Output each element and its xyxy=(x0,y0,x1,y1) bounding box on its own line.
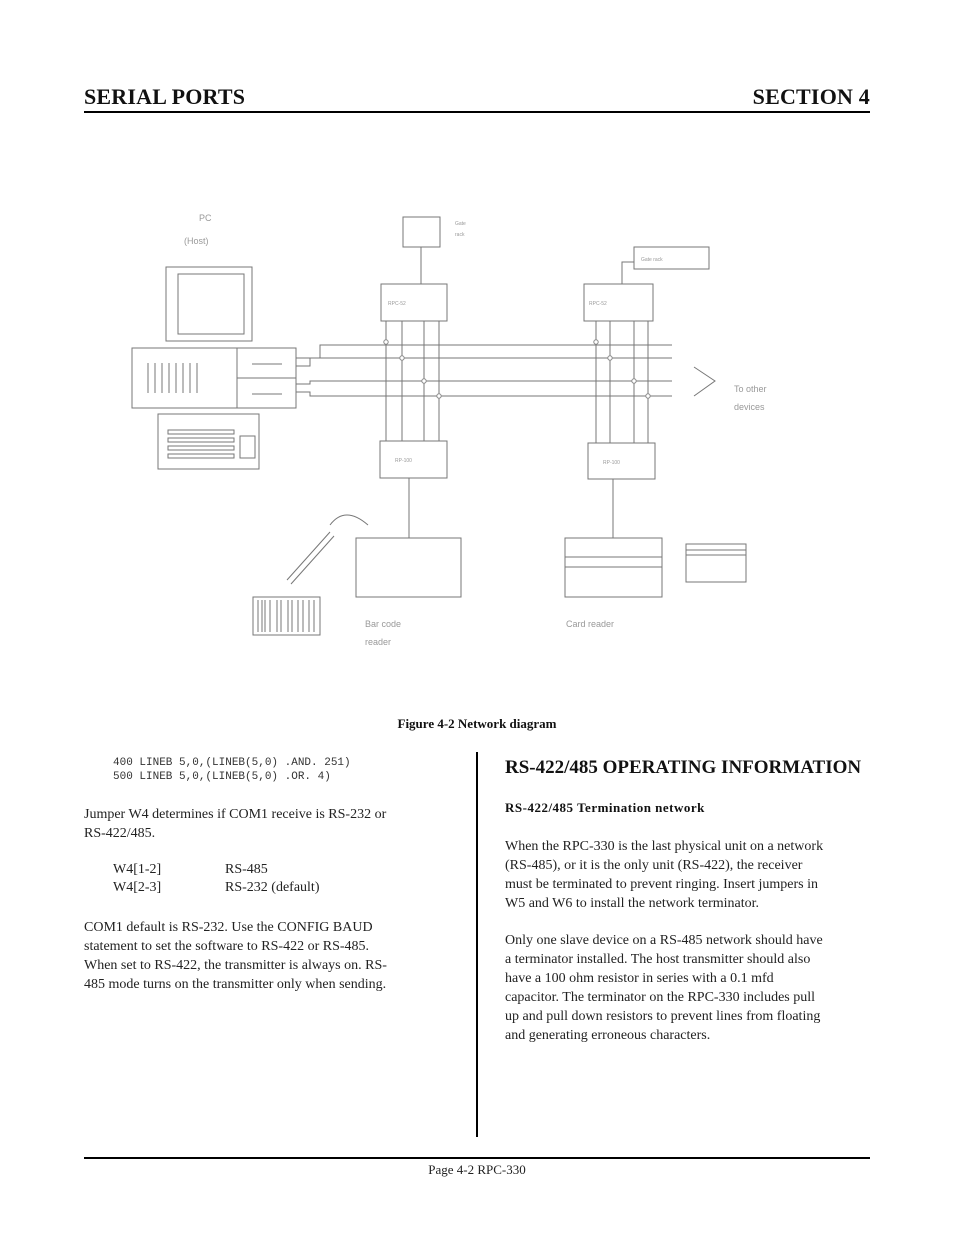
rp-left-label: RP-100 xyxy=(395,458,412,464)
bar-code-label-a: Bar code xyxy=(365,619,402,629)
jumper-paragraph-line-2: RS-422/485. xyxy=(84,826,156,841)
section-number: SECTION 4 xyxy=(752,84,870,109)
com1-paragraph-line: 485 mode turns on the transmitter only when sending. xyxy=(84,977,387,992)
rpc-right-label: RPC-52 xyxy=(589,301,607,307)
slave-paragraph-line: a terminator installed. The host transmitter should also xyxy=(505,952,811,967)
termination-paragraph-line: (RS-485), or it is the only unit (RS-422), the receiver xyxy=(505,858,803,873)
bar-code-reader-box xyxy=(356,538,461,597)
rp-right-label: RP-100 xyxy=(603,460,620,466)
operating-info-heading: RS-422/485 OPERATING INFORMATION xyxy=(505,757,862,778)
gate-rack-1-label-a: Gate xyxy=(455,221,466,227)
other-devices-label-a: To other xyxy=(734,384,767,394)
jumper-id: W4[2-3] xyxy=(113,880,162,895)
other-devices-label-b: devices xyxy=(734,402,765,412)
card-reader-label: Card reader xyxy=(566,619,615,629)
gate-rack-2-label: Gate rack xyxy=(641,257,663,263)
host-label: (Host) xyxy=(184,236,209,246)
column-divider xyxy=(476,752,478,1137)
barcode-label xyxy=(253,597,320,635)
network-diagram xyxy=(84,160,870,700)
gate-rack-1-label-b: rack xyxy=(455,232,465,238)
page-footer: Page 4-2 RPC-330 xyxy=(428,1162,526,1177)
footer-rule xyxy=(84,1157,870,1159)
pc-monitor xyxy=(166,267,252,341)
com1-paragraph-line: When set to RS-422, the transmitter is always on. RS- xyxy=(84,958,387,973)
rpc-left-label: RPC-52 xyxy=(388,301,406,307)
slave-paragraph-line: have a 100 ohm resistor in series with a 0.1 mfd xyxy=(505,971,774,986)
wand-cable xyxy=(330,515,368,525)
slave-paragraph-line: and generating erroneous characters. xyxy=(505,1028,711,1043)
header-rule xyxy=(84,111,870,113)
continuation-arrow xyxy=(694,367,715,396)
rp-100-left xyxy=(380,441,447,478)
jumper-id: W4[1-2] xyxy=(113,862,162,877)
pc-label: PC xyxy=(199,213,212,223)
jumper-mode: RS-485 xyxy=(225,862,268,877)
slave-paragraph-line: capacitor. The terminator on the RPC-330 includes pull xyxy=(505,990,816,1005)
section-title: SERIAL PORTS xyxy=(84,84,246,109)
slave-paragraph-line: Only one slave device on a RS-485 network should have xyxy=(505,933,823,948)
jumper-paragraph-line-1: Jumper W4 determines if COM1 receive is RS-232 or xyxy=(84,807,387,822)
figure-caption: Figure 4-2 Network diagram xyxy=(397,716,557,731)
termination-subheading: RS-422/485 Termination network xyxy=(505,800,705,815)
code-line-400: 400 LINEB 5,0,(LINEB(5,0) .AND. 251) xyxy=(113,757,351,769)
gate-rack-1 xyxy=(403,217,440,247)
termination-paragraph-line: must be terminated to prevent ringing. Insert jumpers in xyxy=(505,877,818,892)
jumper-mode: RS-232 (default) xyxy=(225,880,320,895)
slave-paragraph-line: up and pull down resistors to prevent lines from floating xyxy=(505,1009,821,1024)
termination-paragraph-line: W5 and W6 to install the network terminator. xyxy=(505,896,760,911)
bar-code-label-b: reader xyxy=(365,637,392,647)
com1-paragraph-line: COM1 default is RS-232. Use the CONFIG BAUD xyxy=(84,920,373,935)
code-line-500: 500 LINEB 5,0,(LINEB(5,0) .OR. 4) xyxy=(113,771,331,783)
termination-paragraph-line: When the RPC-330 is the last physical unit on a network xyxy=(505,839,824,854)
com1-paragraph-line: statement to set the software to RS-422 or RS-485. xyxy=(84,939,370,954)
rp-100-right xyxy=(588,443,655,479)
